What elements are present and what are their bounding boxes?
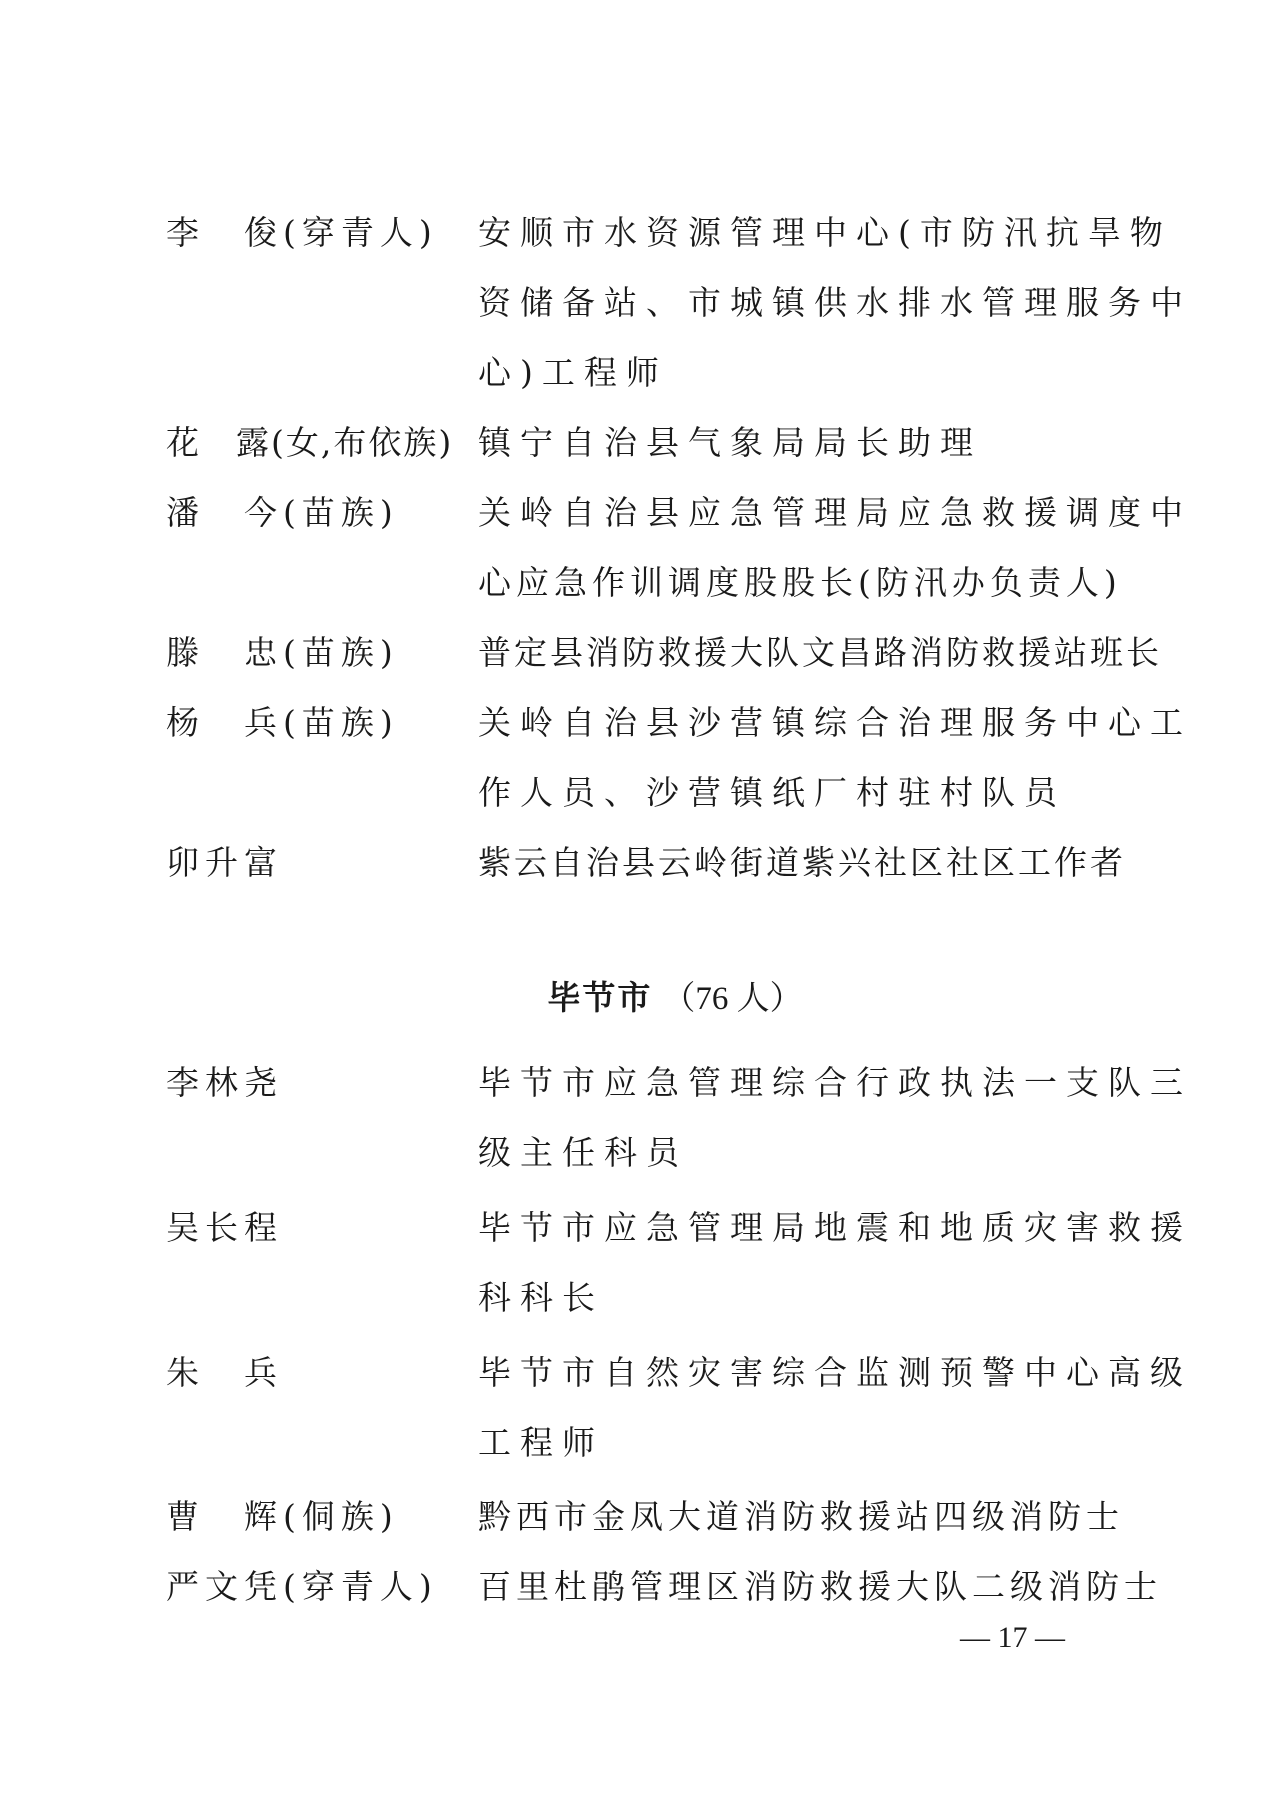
description-line: 工程师: [478, 1423, 604, 1462]
person-description: [478, 478, 1192, 618]
description-line: 心应急作训调度股股长(防汛办负责人): [478, 563, 1122, 602]
person-name: 朱 兵: [166, 1353, 283, 1392]
description-line: 关岭自治县沙营镇综合治理服务中心工: [478, 703, 1192, 742]
person-name: 李林尧: [166, 1063, 283, 1102]
description-line: 毕节市应急管理综合行政执法一支队三: [478, 1063, 1192, 1102]
person-name: 卯升富: [166, 843, 283, 882]
person-description: [478, 618, 1162, 688]
description-line: 毕节市应急管理局地震和地质灾害救援: [478, 1208, 1192, 1247]
person-name: 吴长程: [166, 1208, 283, 1247]
description-line: 紫云自治县云岭街道紫兴社区社区工作者: [478, 843, 1126, 882]
person-description: [478, 688, 1192, 828]
person-description: [478, 198, 1192, 408]
person-description: [478, 1338, 1192, 1478]
person-description: [478, 1552, 1162, 1622]
description-line: 黔西市金凤大道消防救援站四级消防士: [478, 1497, 1124, 1536]
section-heading: [0, 968, 1280, 1029]
person-name: 李 俊(穿青人): [166, 213, 438, 252]
section-count: （76 人）: [662, 981, 803, 1017]
person-name: 潘 今(苗族): [166, 493, 399, 532]
person-name: 杨 兵(苗族): [166, 703, 399, 742]
description-line: 资储备站、市城镇供水排水管理服务中: [478, 283, 1192, 322]
description-line: 心)工程师: [478, 353, 668, 392]
person-name: 滕 忠(苗族): [166, 633, 399, 672]
description-line: 普定县消防救援大队文昌路消防救援站班长: [478, 633, 1162, 672]
person-name: 花 露(女,布依族): [166, 423, 454, 462]
person-description: [478, 1193, 1192, 1333]
description-line: 级主任科员: [478, 1133, 688, 1172]
person-name: 曹 辉(侗族): [166, 1497, 399, 1536]
description-line: 关岭自治县应急管理局应急救援调度中: [478, 493, 1192, 532]
person-name: 严文凭(穿青人): [166, 1567, 438, 1606]
person-description: [478, 828, 1126, 898]
description-line: 镇宁自治县气象局局长助理: [478, 423, 982, 462]
description-line: 科科长: [478, 1278, 604, 1317]
description-line: 作人员、沙营镇纸厂村驻村队员: [478, 773, 1066, 812]
section-title: 毕节市: [547, 978, 653, 1017]
description-line: 毕节市自然灾害综合监测预警中心高级: [478, 1353, 1192, 1392]
description-line: 安顺市水资源管理中心(市防汛抗旱物: [478, 213, 1172, 252]
person-description: [478, 1482, 1126, 1552]
page-number: — 17 —: [960, 1621, 1065, 1654]
description-line: 百里杜鹃管理区消防救援大队二级消防士: [478, 1567, 1162, 1606]
person-description: [478, 408, 1126, 478]
person-description: [478, 1048, 1192, 1188]
